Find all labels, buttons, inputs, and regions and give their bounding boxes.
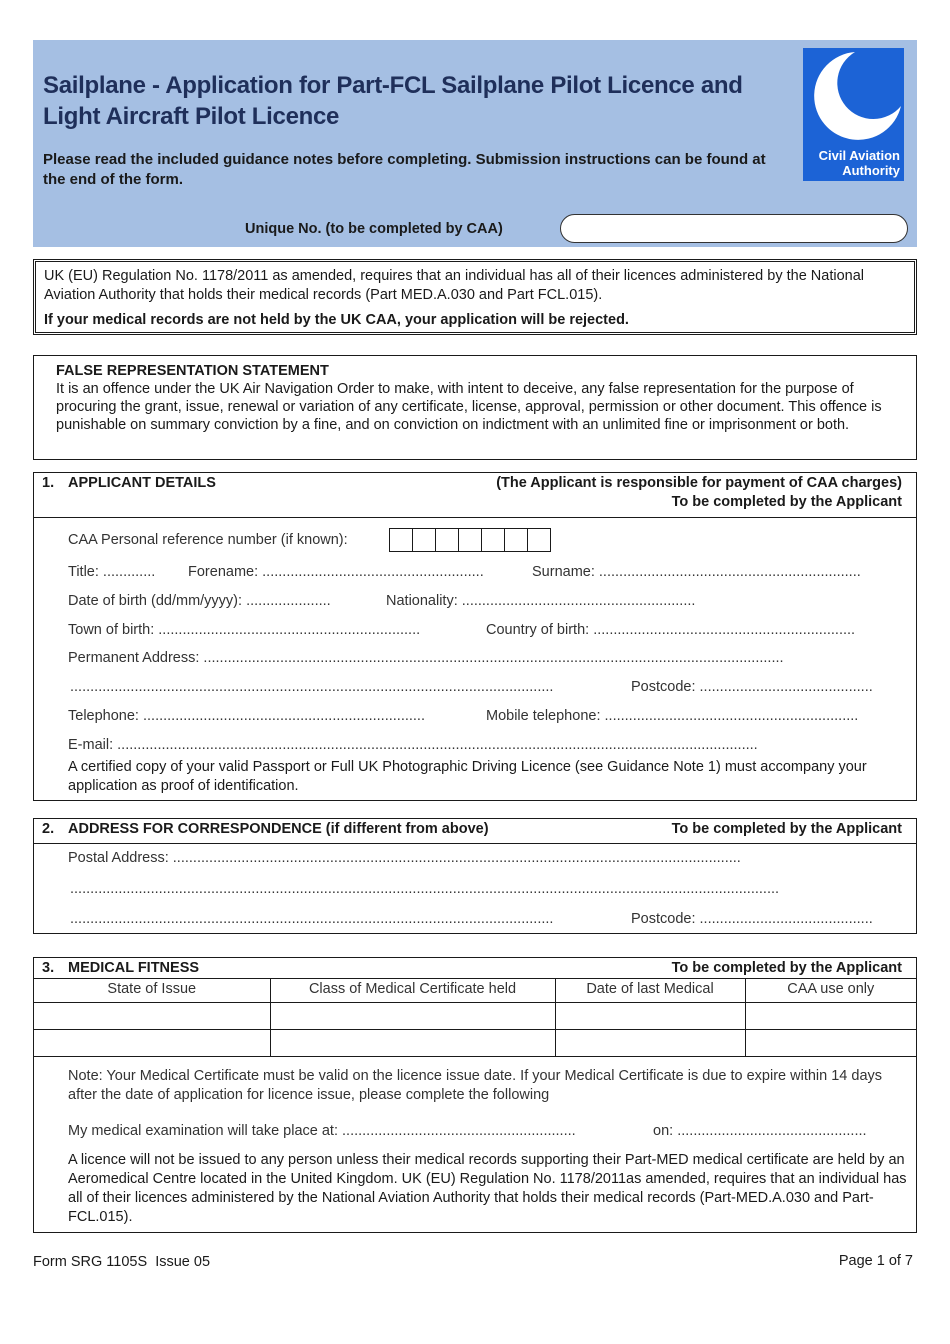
section3-completed-by: To be completed by the Applicant — [671, 960, 902, 976]
notice-warning: If your medical records are not held by the UK CAA, your application will be rejected. — [44, 312, 629, 328]
table-row — [34, 1003, 916, 1030]
postal-line3-field[interactable]: ........................................................................................................................ — [70, 911, 554, 927]
mobile-label: Mobile telephone: — [486, 708, 601, 724]
medical-table-header — [34, 979, 916, 1003]
country-field[interactable]: ................................................................. — [593, 622, 856, 638]
col-state: State of Issue — [34, 979, 270, 1003]
ref-number-boxes[interactable] — [390, 528, 551, 552]
address-line2-field[interactable]: ........................................................................................................................ — [70, 679, 554, 695]
section1-header — [34, 473, 916, 518]
email-label: E-mail: — [68, 737, 114, 753]
dob-field[interactable]: ..................... — [246, 593, 331, 609]
date-cell[interactable] — [555, 1030, 745, 1057]
title-field[interactable]: ............. — [102, 564, 156, 580]
town-field[interactable]: ................................................................. — [158, 622, 421, 638]
section3-number: 3. — [42, 960, 55, 976]
section1-completed-by: To be completed by the Applicant — [671, 494, 902, 510]
postcode-label: Postcode: — [631, 679, 696, 695]
notice-text: UK (EU) Regulation No. 1178/2011 as amended, requires that an individual has all of their licences administered by the National Aviation Authority that holds their medical records (Part MED.A.030 and Part FCL.015). — [44, 268, 864, 303]
on-label: on: — [653, 1123, 674, 1139]
date-cell[interactable] — [555, 1003, 745, 1030]
form-number: Form SRG 1105S Issue 05 — [33, 1254, 211, 1270]
ref-box[interactable] — [389, 528, 413, 552]
section3-title: MEDICAL FITNESS — [68, 960, 200, 976]
id-note: A certified copy of your valid Passport or Full UK Photographic Driving Licence (see Guidance Note 1) must accompany your application as proof of identification. — [68, 759, 867, 794]
form-header — [33, 40, 917, 247]
medical-table — [34, 978, 916, 1057]
regulation-notice — [33, 259, 917, 335]
form-title: Sailplane - Application for Part-FCL Sailplane Pilot Licence and Light Aircraft Pilot Licence — [43, 72, 743, 130]
forename-field[interactable]: ....................................................... — [262, 564, 484, 580]
state-cell[interactable] — [34, 1003, 270, 1030]
ref-box[interactable] — [527, 528, 551, 552]
state-cell[interactable] — [34, 1030, 270, 1057]
licence-note: A licence will not be issued to any person unless their medical records supporting their Part-MED medical certificate are held by an Aeromedical Centre located in the United Kingdom. UK (EU) Regulation No. 1178/2011as amended, requires that an individual has all of their licences administered by the National Aviation Authority that holds their medical records (Part-MED.A.030 and Part-FCL.015). — [68, 1152, 907, 1225]
postal-label: Postal Address: — [68, 850, 169, 866]
false-rep-title: FALSE REPRESENTATION STATEMENT — [56, 363, 329, 379]
section2-completed-by: To be completed by the Applicant — [671, 821, 902, 837]
postcode2-label: Postcode: — [631, 911, 696, 927]
section-applicant-details — [33, 472, 917, 801]
postcode2-field[interactable]: ........................................... — [699, 911, 873, 927]
postcode-field[interactable]: ........................................... — [699, 679, 873, 695]
unique-no-label: Unique No. (to be completed by CAA) — [245, 221, 503, 237]
town-label: Town of birth: — [68, 622, 155, 638]
ref-box[interactable] — [481, 528, 505, 552]
section3-header — [34, 958, 916, 980]
medical-note: Note: Your Medical Certificate must be valid on the licence issue date. If your Medical Certificate is due to expire within 14 days after the date of application for licence issue, please complete the following — [68, 1068, 883, 1103]
page-number: Page 1 of 7 — [838, 1253, 913, 1269]
country-label: Country of birth: — [486, 622, 590, 638]
section-medical-fitness — [33, 957, 917, 1233]
telephone-label: Telephone: — [68, 708, 139, 724]
section-correspondence — [33, 818, 917, 934]
table-row — [34, 1030, 916, 1057]
ref-box[interactable] — [435, 528, 459, 552]
surname-field[interactable]: ................................................................. — [598, 564, 861, 580]
col-date: Date of last Medical — [555, 979, 745, 1003]
exam-label: My medical examination will take place at: — [68, 1123, 338, 1139]
section2-header — [34, 819, 916, 844]
section1-note: (The Applicant is responsible for payment of CAA charges) — [496, 475, 902, 491]
telephone-field[interactable]: ...................................................................... — [142, 708, 425, 724]
forename-label: Forename: — [188, 564, 259, 580]
logo-line1: Civil Aviation — [818, 148, 900, 163]
postal-field[interactable]: ............................................................................................................................................. — [172, 850, 741, 866]
guidance-text: Please read the included guidance notes before completing. Submission instructions can be found at the end of the form. — [43, 151, 766, 188]
class-cell[interactable] — [270, 1003, 555, 1030]
nationality-label: Nationality: — [386, 593, 458, 609]
exam-location-field[interactable]: .......................................................... — [342, 1123, 576, 1139]
caa-logo — [803, 48, 904, 181]
col-class: Class of Medical Certificate held — [270, 979, 555, 1003]
class-cell[interactable] — [270, 1030, 555, 1057]
title-label: Title: — [68, 564, 99, 580]
nationality-field[interactable]: .......................................................... — [461, 593, 696, 609]
col-caa: CAA use only — [745, 979, 916, 1003]
email-field[interactable]: ............................................................................................................................................................... — [117, 737, 758, 753]
caa-cell — [745, 1030, 916, 1057]
exam-date-field[interactable]: ............................................... — [677, 1123, 867, 1139]
postal-line2-field[interactable]: ................................................................................................................................................................................ — [70, 881, 780, 897]
ref-box[interactable] — [458, 528, 482, 552]
logo-line2: Authority — [842, 163, 900, 178]
section1-title: APPLICANT DETAILS — [68, 475, 216, 491]
ref-box[interactable] — [412, 528, 436, 552]
address-label: Permanent Address: — [68, 650, 200, 666]
section2-title: ADDRESS FOR CORRESPONDENCE (if different from above) — [68, 821, 489, 837]
unique-no-field[interactable] — [560, 214, 908, 243]
ref-box[interactable] — [504, 528, 528, 552]
section1-number: 1. — [42, 475, 55, 491]
address-field[interactable]: ................................................................................................................................................ — [203, 650, 784, 666]
surname-label: Surname: — [532, 564, 595, 580]
caa-cell — [745, 1003, 916, 1030]
false-rep-text: It is an offence under the UK Air Navigation Order to make, with intent to deceive, any false representation for the purpose of procuring the grant, issue, renewal or variation of any certificate, license, approval, permission or other document. This offence is punishable on summary conviction by a fine, and on conviction on indictment with an unlimited fine or imprisonment or both. — [56, 381, 882, 433]
dob-label: Date of birth (dd/mm/yyyy): — [68, 593, 243, 609]
false-representation-box — [33, 355, 917, 460]
section2-number: 2. — [42, 821, 55, 837]
mobile-field[interactable]: ............................................................... — [604, 708, 859, 724]
ref-label: CAA Personal reference number (if known): — [68, 532, 348, 548]
